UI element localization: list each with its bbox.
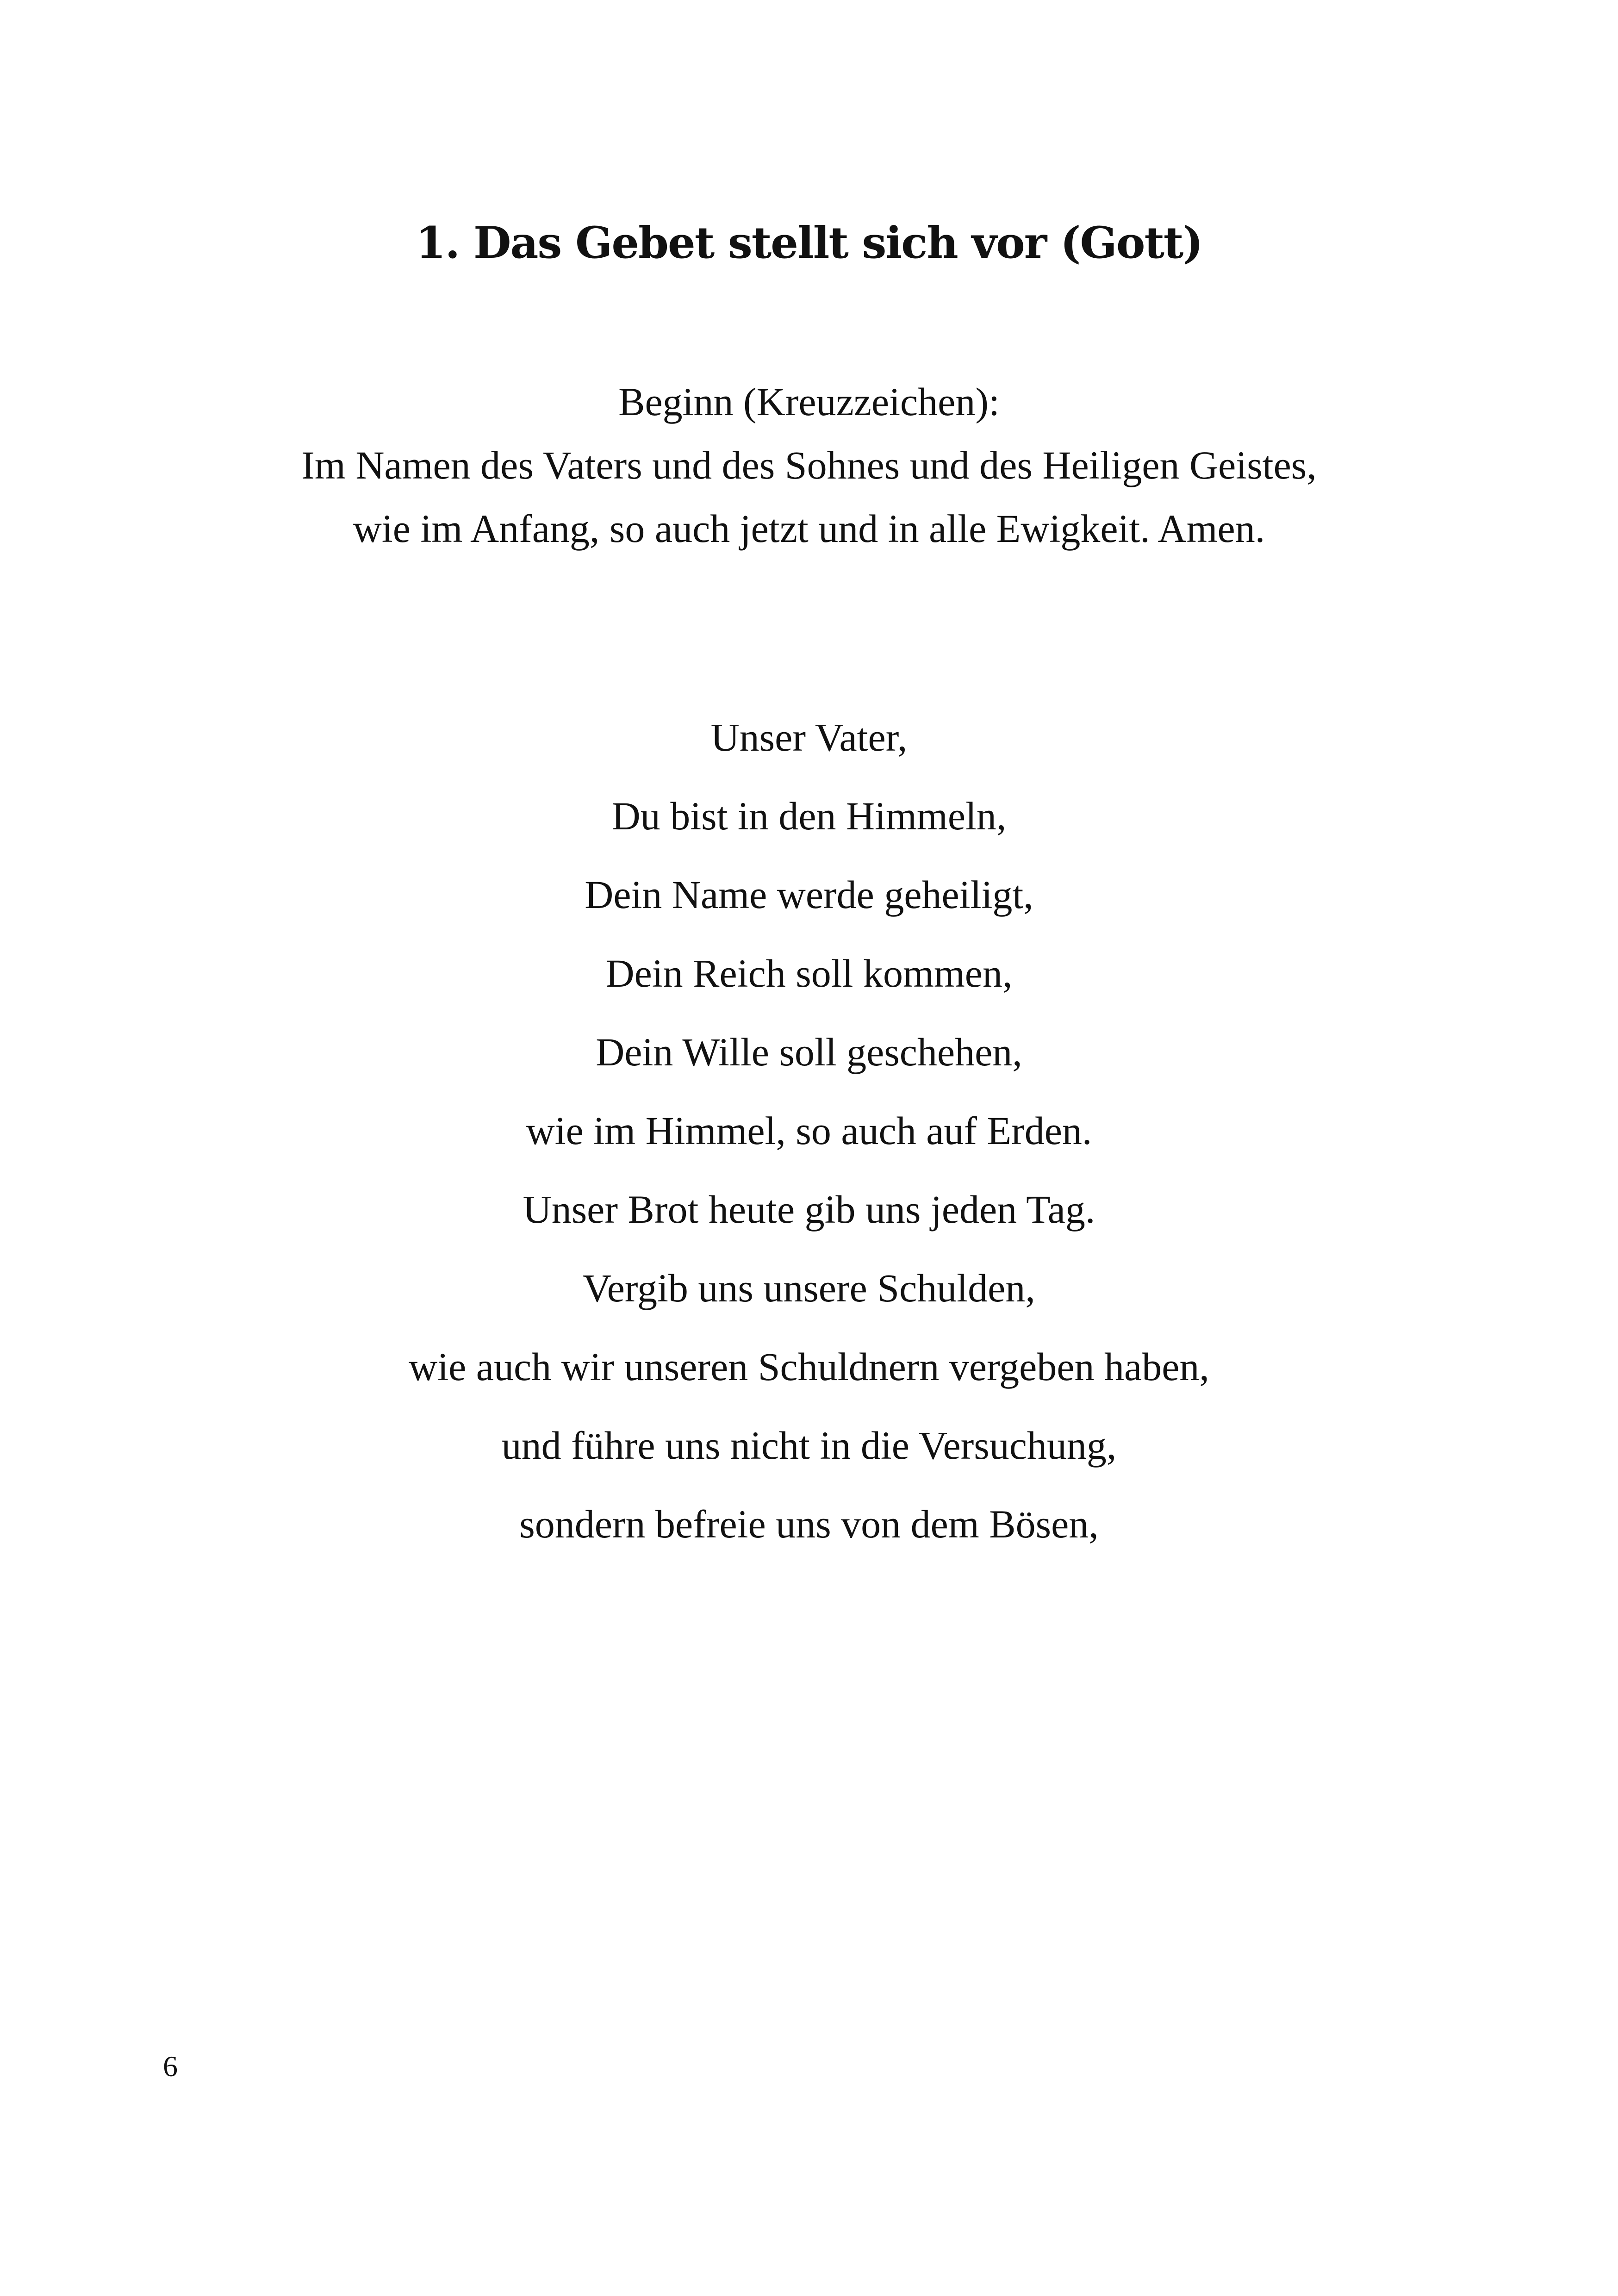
page-title: 1. Das Gebet stellt sich vor (Gott): [416, 218, 1202, 268]
prayer-line: wie im Himmel, so auch auf Erden.: [526, 1108, 1092, 1153]
prayer-line: Du bist in den Himmeln,: [611, 794, 1007, 838]
prayer-line: Unser Brot heute gib uns jeden Tag.: [523, 1187, 1095, 1232]
prayer-line: Vergib uns unsere Schulden,: [583, 1266, 1035, 1310]
prayer-line: Dein Reich soll kommen,: [605, 951, 1013, 996]
prayer-line: Dein Name werde geheiligt,: [585, 872, 1033, 917]
prayer-line: sondern befreie uns von dem Bösen,: [519, 1502, 1099, 1546]
intro-line: Im Namen des Vaters und des Sohnes und des Heiligen Geistes,: [301, 443, 1317, 487]
intro-line: Beginn (Kreuzzeichen):: [618, 380, 1000, 424]
page-number: 6: [163, 2050, 178, 2083]
prayer-line: Dein Wille soll geschehen,: [596, 1030, 1022, 1074]
prayer-line: und führe uns nicht in die Versuchung,: [501, 1423, 1117, 1468]
lords-prayer-text: [0, 698, 1618, 1563]
opening-invocation: [0, 370, 1618, 560]
prayer-line: Unser Vater,: [710, 715, 908, 759]
intro-line: wie im Anfang, so auch jetzt und in alle Ewigkeit. Amen.: [353, 506, 1265, 551]
prayer-line: wie auch wir unseren Schuldnern vergeben haben,: [409, 1344, 1209, 1389]
